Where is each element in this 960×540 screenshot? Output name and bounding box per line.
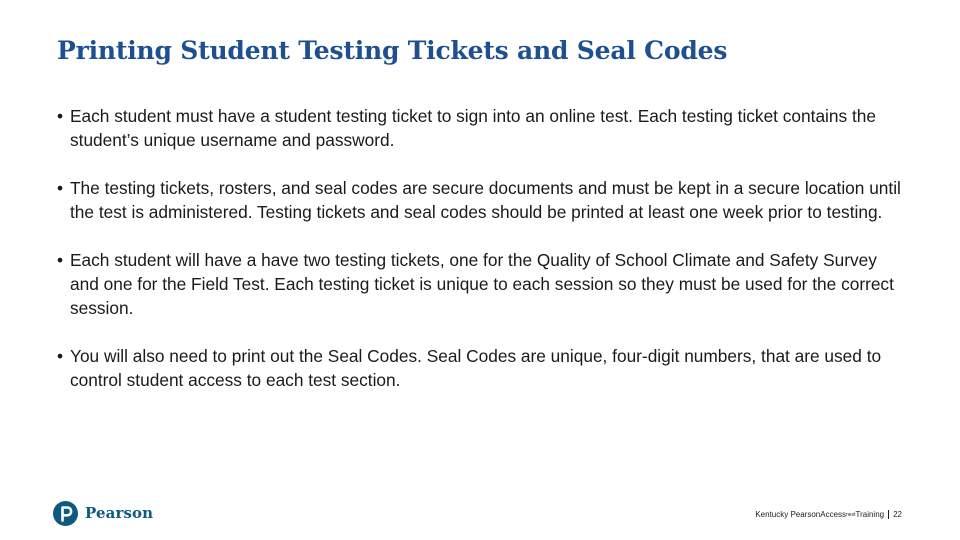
footer-label	[755, 510, 902, 519]
pearson-logo	[53, 500, 153, 526]
bullet-text: Each student must have a student testing ticket to sign into an online test. Each testing ticket contains the student’s unique username and password.	[70, 106, 876, 150]
bullet-text: You will also need to print out the Seal Codes. Seal Codes are unique, four-digit numbers, that are used to control student access to each test section.	[70, 346, 882, 390]
pearson-p-icon	[53, 501, 78, 526]
footer-label-suffix: Training	[855, 510, 885, 519]
bullet-item	[57, 248, 907, 320]
bullet-text: The testing tickets, rosters, and seal codes are secure documents and must be kept in a secure location until the test is administered. Testing tickets and seal codes should be printed at least one week prior to testing.	[70, 178, 901, 222]
bullet-item	[57, 104, 907, 152]
footer-label-superscript: next	[846, 511, 856, 518]
bullet-item	[57, 176, 907, 224]
bullet-text: Each student will have a have two testing tickets, one for the Quality of School Climate and Safety Survey and one for the Field Test. Each testing ticket is unique to each session so they must be used for the correct session.	[70, 250, 894, 318]
bullet-marker: •	[57, 106, 64, 126]
page-number: 22	[893, 510, 902, 519]
bullet-marker: •	[57, 250, 64, 270]
bullet-marker: •	[57, 346, 64, 366]
bullet-item	[57, 344, 907, 392]
footer-label-prefix: Kentucky PearsonAccess	[755, 510, 847, 519]
bullet-marker: •	[57, 178, 64, 198]
footer-divider	[888, 510, 889, 519]
slide-title: Printing Student Testing Tickets and Seal Codes	[57, 36, 728, 65]
pearson-logo-text: Pearson	[85, 504, 154, 522]
bullet-list	[57, 104, 907, 416]
